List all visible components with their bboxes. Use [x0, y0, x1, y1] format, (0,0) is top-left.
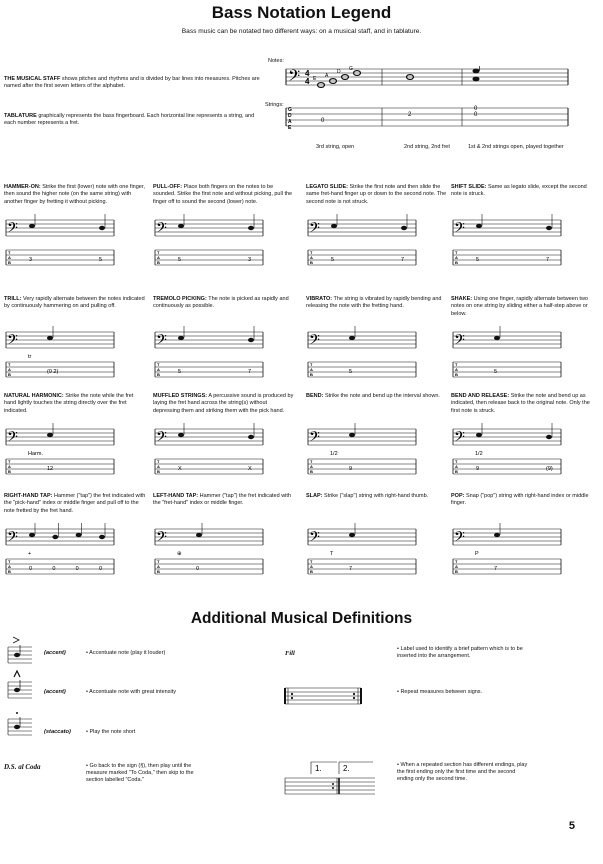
- tab-fret-number: 3: [29, 257, 33, 263]
- note-head: [99, 226, 105, 230]
- string-d: D: [288, 113, 292, 119]
- technique-label: LEFT-HAND TAP:: [153, 493, 199, 499]
- technique-label: BEND:: [306, 393, 324, 399]
- technique-label: BEND AND RELEASE:: [451, 393, 510, 399]
- note-head: [99, 535, 105, 539]
- example-tab: [286, 108, 568, 126]
- svg-text:A: A: [157, 464, 160, 469]
- example-staff-and-tab: [282, 66, 574, 146]
- endings-icon: [283, 760, 377, 800]
- tab-fret-number: 5: [178, 257, 182, 263]
- time-sig-top: 4: [305, 69, 310, 78]
- technique-mark: T: [330, 551, 334, 557]
- technique-diagram: [4, 419, 116, 481]
- svg-text:𝄢: 𝄢: [309, 529, 320, 548]
- tab-number: 0: [474, 106, 478, 112]
- tab-fret-number: (9): [546, 466, 553, 472]
- technique-diagram: [4, 322, 116, 384]
- technique-text: [4, 184, 146, 206]
- note-head: [349, 433, 355, 437]
- note-head: [178, 336, 184, 340]
- technique-diagram: [306, 210, 418, 272]
- svg-text:B: B: [455, 260, 458, 265]
- tab-fret-number: X: [248, 466, 252, 472]
- svg-text:B: B: [8, 372, 11, 377]
- time-sig-bottom: 4: [305, 77, 310, 86]
- note-head: [52, 535, 58, 539]
- tab-fret-number: 0: [75, 566, 79, 572]
- tab-fret-number: (0 2): [47, 369, 59, 375]
- svg-text:A: A: [8, 367, 11, 372]
- note-head: [476, 224, 482, 228]
- bass-clef-icon: 𝄢: [288, 68, 301, 89]
- technique-desc: Same as legato slide, except the second note is struck.: [451, 184, 587, 198]
- svg-text:A: A: [310, 255, 313, 260]
- svg-text:𝄢: 𝄢: [309, 220, 320, 239]
- tab-fret-number: 0: [29, 566, 33, 572]
- technique-text: [153, 493, 295, 508]
- technique-desc: Strike the note and bend up the interval shown.: [324, 393, 440, 399]
- svg-text:𝄢: 𝄢: [454, 529, 465, 548]
- repeat-signs-icon: [283, 685, 363, 709]
- technique-text: [4, 296, 146, 311]
- technique-text: [153, 393, 295, 415]
- technique-desc: Strike the first (lower) note with one finger, then sound the higher note (on the same string) with another finger by fretting it without picking.: [4, 184, 145, 205]
- technique-diagram: [4, 210, 116, 272]
- definition-desc: • Accentuate note (play it louder): [86, 650, 166, 656]
- svg-text:A: A: [8, 564, 11, 569]
- svg-text:T: T: [310, 459, 313, 464]
- svg-text:A: A: [8, 464, 11, 469]
- technique-desc: A percussive sound is produced by laying the fret hand across the string(s) without depressing them and striking them with the pick hand.: [153, 393, 294, 414]
- technique-diagram: [306, 419, 418, 481]
- svg-text:B: B: [157, 260, 160, 265]
- technique-mark: P: [475, 551, 479, 557]
- technique-desc: Place both fingers on the notes to be sounded. Strike the first note and without picking, pull the finger off to sound the second (lower) note.: [153, 184, 293, 205]
- technique-diagram: [451, 419, 563, 481]
- technique-text: [306, 184, 448, 206]
- technique-mark: 1/2: [475, 451, 483, 457]
- staff-explanation: [4, 76, 266, 91]
- tab-fret-number: 5: [476, 257, 480, 263]
- technique-desc: Hammer ("tap") the fret indicated with the "pick-hand" index or middle finger and pull off to the note fretted by the fret hand.: [4, 493, 146, 514]
- definition-desc: • When a repeated section has different endings, play the first ending only the first time and the second ending only the second time.: [397, 762, 528, 783]
- tab-fret-number: 12: [47, 466, 54, 472]
- tab-fret-number: 3: [248, 257, 252, 263]
- technique-label: LEGATO SLIDE:: [306, 184, 348, 190]
- svg-text:B: B: [310, 260, 313, 265]
- technique-text: [306, 296, 448, 311]
- tab-fret-number: 9: [349, 466, 353, 472]
- technique-diagram: [153, 419, 265, 481]
- tab-number: 0: [321, 118, 325, 124]
- svg-text:A: A: [157, 564, 160, 569]
- staff-label: THE MUSICAL STAFF: [4, 76, 61, 82]
- technique-text: [451, 184, 593, 199]
- svg-text:A: A: [455, 367, 458, 372]
- technique-mark: Harm.: [28, 451, 43, 457]
- definition-label: (accent): [44, 689, 66, 695]
- technique-label: POP:: [451, 493, 465, 499]
- note-head: [349, 533, 355, 537]
- svg-text:B: B: [455, 372, 458, 377]
- technique-desc: Strike the first note and then slide the same fret-hand finger up or down to the second note. The second note is not struck.: [306, 184, 447, 205]
- svg-text:T: T: [455, 250, 458, 255]
- note-head: [248, 226, 254, 230]
- note-head: [29, 224, 35, 228]
- technique-diagram: [4, 519, 116, 581]
- definition-label: (staccato): [44, 729, 71, 735]
- tab-fret-number: X: [178, 466, 182, 472]
- note-head: [546, 226, 552, 230]
- technique-desc: Strike ("slap") string with right-hand thumb.: [324, 493, 429, 499]
- technique-label: PULL-OFF:: [153, 184, 183, 190]
- tab-label: TABLATURE: [4, 113, 37, 119]
- svg-text:𝄢: 𝄢: [156, 429, 167, 448]
- tab-fret-number: 5: [331, 257, 335, 263]
- svg-text:𝄢: 𝄢: [309, 332, 320, 351]
- tab-fret-number: 7: [494, 566, 498, 572]
- svg-text:A: A: [325, 73, 329, 79]
- tab-fret-number: 7: [401, 257, 405, 263]
- technique-diagram: [306, 519, 418, 581]
- caption: 1st & 2nd strings open, played together: [468, 144, 564, 150]
- technique-text: [4, 393, 146, 415]
- technique-mark: 1/2: [330, 451, 338, 457]
- technique-desc: Hammer ("tap") the fret indicated with the "fret-hand" index or middle finger.: [153, 493, 291, 507]
- technique-label: RIGHT-HAND TAP:: [4, 493, 53, 499]
- technique-text: [4, 493, 146, 515]
- technique-mark: +: [28, 551, 32, 557]
- string-a: A: [288, 119, 292, 125]
- svg-text:A: A: [455, 464, 458, 469]
- technique-desc: Strike the note and bend up as indicated, then release back to the original note. Only the first note is struck.: [451, 393, 590, 414]
- tab-fret-number: 5: [178, 369, 182, 375]
- technique-diagram: [451, 322, 563, 384]
- string-g: G: [288, 107, 292, 113]
- technique-label: SHAKE:: [451, 296, 473, 302]
- technique-text: [451, 493, 593, 508]
- svg-text:A: A: [310, 367, 313, 372]
- technique-diagram: [306, 322, 418, 384]
- technique-text: [306, 493, 448, 500]
- svg-text:T: T: [157, 250, 160, 255]
- svg-text:A: A: [455, 564, 458, 569]
- definition-staff-icons: [6, 635, 36, 795]
- svg-text:B: B: [310, 569, 313, 574]
- svg-text:A: A: [455, 255, 458, 260]
- svg-text:𝄢: 𝄢: [7, 332, 18, 351]
- technique-diagram: [153, 322, 265, 384]
- technique-desc: Strike the note while the fret hand lightly touches the string directly over the fret indicated.: [4, 393, 134, 414]
- svg-text:A: A: [157, 367, 160, 372]
- note-head: [349, 336, 355, 340]
- svg-text:T: T: [157, 559, 160, 564]
- note-head: [476, 433, 482, 437]
- svg-text:A: A: [8, 255, 11, 260]
- strings-label: Strings:: [265, 102, 284, 108]
- svg-text:𝄢: 𝄢: [309, 429, 320, 448]
- tab-number: 0: [474, 112, 478, 118]
- svg-text:T: T: [8, 459, 11, 464]
- svg-text:𝄢: 𝄢: [156, 332, 167, 351]
- technique-desc: The string is vibrated by rapidly bending and releasing the note with the fretting hand.: [306, 296, 442, 310]
- technique-diagram: [153, 210, 265, 272]
- tab-explanation: [4, 113, 266, 128]
- definition-desc: • Accentuate note with great intensity: [86, 689, 176, 695]
- technique-mark: ⊕: [177, 551, 182, 557]
- tab-fret-number: 0: [52, 566, 56, 572]
- technique-diagram: [451, 519, 563, 581]
- technique-desc: Very rapidly alternate between the notes indicated by continuously hammering on and pulling off.: [4, 296, 145, 310]
- svg-text:𝄢: 𝄢: [454, 429, 465, 448]
- svg-text:𝄢: 𝄢: [7, 429, 18, 448]
- technique-diagram: [451, 210, 563, 272]
- svg-text:D: D: [337, 69, 341, 75]
- svg-text:T: T: [455, 459, 458, 464]
- svg-text:T: T: [455, 362, 458, 367]
- svg-text:B: B: [455, 469, 458, 474]
- svg-text:𝄢: 𝄢: [156, 529, 167, 548]
- technique-desc: The note is picked as rapidly and continuously as possible.: [153, 296, 289, 310]
- tab-fret-number: 9: [476, 466, 480, 472]
- technique-desc: Snap ("pop") string with right-hand index or middle finger.: [451, 493, 589, 507]
- caption: 3rd string, open: [316, 144, 355, 150]
- definition-desc: • Repeat measures between signs.: [397, 689, 483, 695]
- technique-label: SLAP:: [306, 493, 323, 499]
- technique-label: TREMOLO PICKING:: [153, 296, 207, 302]
- svg-text:T: T: [310, 559, 313, 564]
- tab-fret-number: 7: [546, 257, 550, 263]
- definition-desc: • Go back to the sign (§), then play until the measure marked "To Coda," then skip to the section labelled "Coda.": [86, 763, 194, 784]
- svg-text:A: A: [157, 255, 160, 260]
- technique-label: HAMMER-ON:: [4, 184, 41, 190]
- tab-fret-number: 7: [248, 369, 252, 375]
- technique-text: [306, 393, 448, 400]
- svg-text:𝄢: 𝄢: [156, 220, 167, 239]
- string-e: E: [288, 125, 292, 131]
- svg-text:B: B: [157, 569, 160, 574]
- svg-text:𝄢: 𝄢: [7, 220, 18, 239]
- svg-text:B: B: [8, 569, 11, 574]
- definition-label: D.S. al Coda: [4, 763, 41, 771]
- definition-desc: • Label used to identify a brief pattern which is to be inserted into the arrangement.: [397, 646, 523, 660]
- tab-body: graphically represents the bass fingerboard. Each horizontal line represents a string, and each number represents a fret.: [4, 113, 255, 127]
- technique-text: [153, 184, 295, 206]
- tab-fret-number: 5: [349, 369, 353, 375]
- note-head: [331, 224, 337, 228]
- caption: 2nd string, 2nd fret: [404, 144, 450, 150]
- definitions-title: Additional Musical Definitions: [190, 610, 413, 627]
- technique-label: TRILL:: [4, 296, 22, 302]
- technique-text: [451, 393, 593, 415]
- svg-text:𝄢: 𝄢: [454, 332, 465, 351]
- technique-label: MUFFLED STRINGS:: [153, 393, 208, 399]
- ending-one: 1.: [315, 764, 322, 773]
- svg-text:T: T: [310, 362, 313, 367]
- svg-text:B: B: [157, 372, 160, 377]
- tab-number: 2: [408, 112, 412, 118]
- technique-label: VIBRATO:: [306, 296, 333, 302]
- ending-two: 2.: [343, 764, 350, 773]
- note-head: [178, 224, 184, 228]
- definition-label: (accent): [44, 650, 66, 656]
- technique-mark: tr: [28, 354, 32, 360]
- technique-diagram: [153, 519, 265, 581]
- svg-text:B: B: [310, 372, 313, 377]
- note-head: [248, 338, 254, 342]
- svg-text:B: B: [157, 469, 160, 474]
- note-head: [401, 226, 407, 230]
- note-head: [546, 435, 552, 439]
- note-head: [494, 336, 500, 340]
- staff-body: shows pitches and rhythms and is divided by bar lines into measures. Pitches are named after the first seven letters of the alphabet.: [4, 76, 260, 90]
- notes-label: Notes:: [268, 58, 284, 64]
- svg-text:T: T: [8, 250, 11, 255]
- page-title: Bass Notation Legend: [211, 3, 392, 22]
- svg-text:T: T: [8, 362, 11, 367]
- svg-text:T: T: [157, 362, 160, 367]
- svg-text:T: T: [8, 559, 11, 564]
- definition-desc: • Play the note short: [86, 729, 136, 735]
- svg-text:B: B: [455, 569, 458, 574]
- note-head: [196, 533, 202, 537]
- tab-fret-number: 7: [349, 566, 353, 572]
- note-head: [29, 533, 35, 537]
- technique-desc: Using one finger, rapidly alternate between two notes on one string by sliding either a half-step above or below.: [451, 296, 588, 317]
- note-head: [47, 433, 53, 437]
- svg-text:A: A: [310, 564, 313, 569]
- intro-text: Bass music can be notated two different ways: on a musical staff, and in tablature.: [181, 28, 422, 35]
- svg-text:𝄢: 𝄢: [454, 220, 465, 239]
- definition-label: Fill: [285, 650, 295, 657]
- svg-text:G: G: [349, 66, 353, 72]
- note-head: [248, 435, 254, 439]
- page-number: 5: [568, 820, 575, 832]
- tab-fret-number: 0: [196, 566, 200, 572]
- note-head: [47, 336, 53, 340]
- svg-text:B: B: [310, 469, 313, 474]
- tab-fret-number: 5: [494, 369, 498, 375]
- technique-label: SHIFT SLIDE:: [451, 184, 487, 190]
- svg-text:A: A: [310, 464, 313, 469]
- svg-text:B: B: [8, 469, 11, 474]
- note-head: [494, 533, 500, 537]
- note-head: [76, 533, 82, 537]
- svg-text:B: B: [8, 260, 11, 265]
- note-head: [178, 433, 184, 437]
- technique-label: NATURAL HARMONIC:: [4, 393, 64, 399]
- svg-text:T: T: [310, 250, 313, 255]
- svg-text:T: T: [157, 459, 160, 464]
- tab-fret-number: 0: [99, 566, 103, 572]
- technique-text: [153, 296, 295, 311]
- tab-fret-number: 5: [99, 257, 103, 263]
- svg-text:E: E: [313, 76, 317, 82]
- svg-text:𝄢: 𝄢: [7, 529, 18, 548]
- technique-text: [451, 296, 593, 318]
- svg-text:T: T: [455, 559, 458, 564]
